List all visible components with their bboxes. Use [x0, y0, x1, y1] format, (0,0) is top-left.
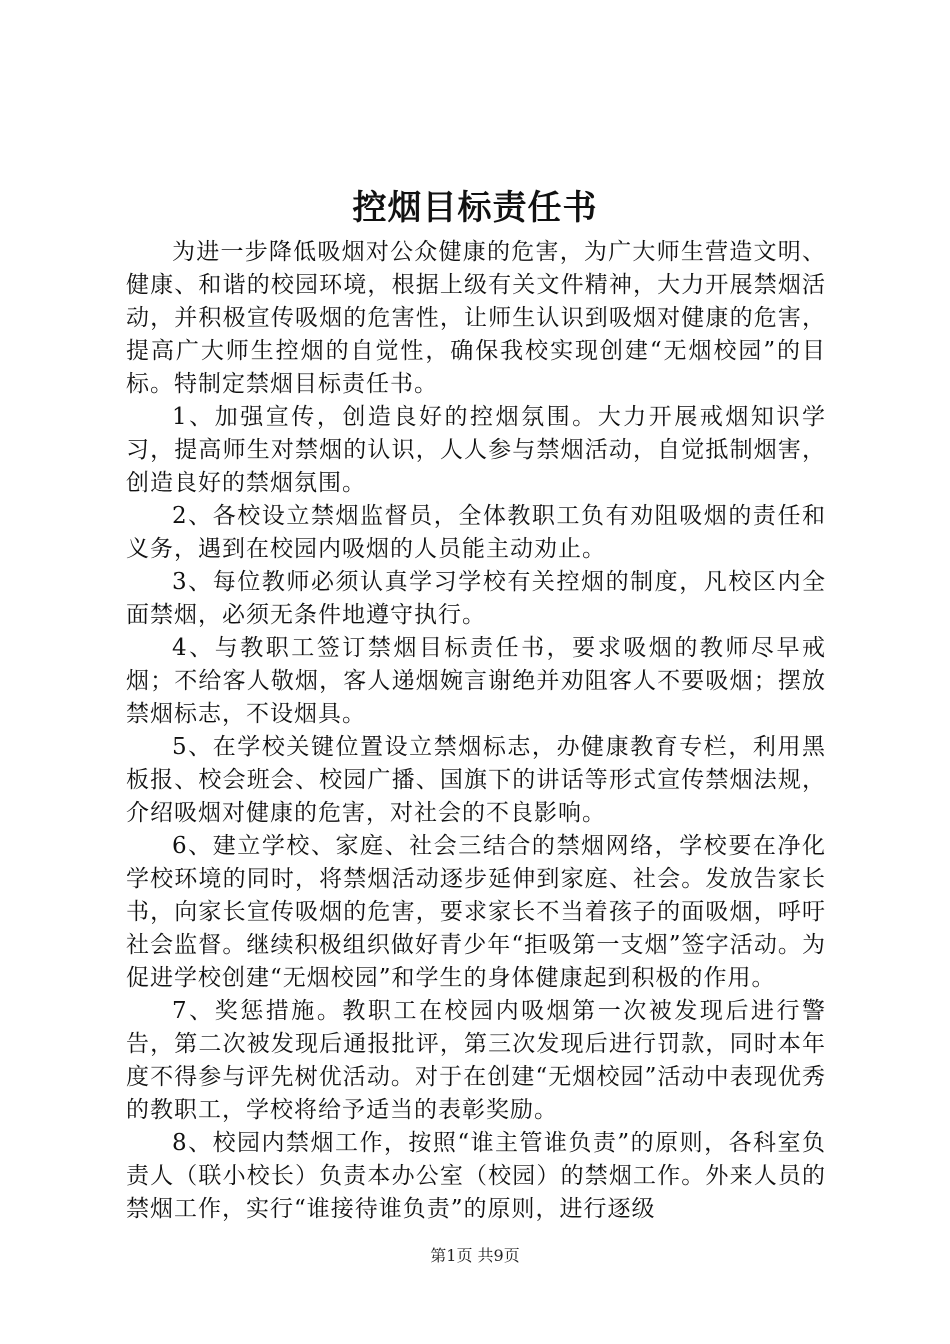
- paragraph-item-6: 6、建立学校、家庭、社会三结合的禁烟网络，学校要在净化学校环境的同时，将禁烟活动逐步延伸到家庭、社会。发放告家长书，向家长宣传吸烟的危害，要求家长不当着孩子的面吸烟，呼吁社会监督。继续积极组织做好青少年“拒吸第一支烟”签字活动。为促进学校创建“无烟校园”和学生的身体健康起到积极的作用。: [126, 833, 826, 991]
- paragraph-item-2: 2、各校设立禁烟监督员，全体教职工负有劝阻吸烟的责任和义务，遇到在校园内吸烟的人员能主动劝止。: [126, 503, 826, 562]
- page-number: 第1页 共9页: [430, 1246, 520, 1265]
- paragraph-item-4: 4、与教职工签订禁烟目标责任书，要求吸烟的教师尽早戒烟；不给客人敬烟，客人递烟婉言谢绝并劝阻客人不要吸烟；摆放禁烟标志，不设烟具。: [126, 635, 826, 727]
- paragraph-item-1: 1、加强宣传，创造良好的控烟氛围。大力开展戒烟知识学习，提高师生对禁烟的认识，人人参与禁烟活动，自觉抵制烟害，创造良好的禁烟氛围。: [126, 404, 826, 496]
- paragraph-item-5: 5、在学校关键位置设立禁烟标志，办健康教育专栏，利用黑板报、校会班会、校园广播、国旗下的讲话等形式宣传禁烟法规，介绍吸烟对健康的危害，对社会的不良影响。: [126, 734, 826, 826]
- intro-paragraph: 为进一步降低吸烟对公众健康的危害，为广大师生营造文明、健康、和谐的校园环境，根据上级有关文件精神，大力开展禁烟活动，并积极宣传吸烟的危害性，让师生认识到吸烟对健康的危害，提高广大师生控烟的自觉性，确保我校实现创建“无烟校园”的目标。特制定禁烟目标责任书。: [126, 239, 826, 397]
- document-title: 控烟目标责任书: [352, 188, 598, 228]
- document-body: [126, 236, 826, 1226]
- paragraph-item-3: 3、每位教师必须认真学习学校有关控烟的制度，凡校区内全面禁烟，必须无条件地遵守执行。: [126, 569, 826, 628]
- paragraph-item-8: 8、校园内禁烟工作，按照“谁主管谁负责”的原则，各科室负责人（联小校长）负责本办公室（校园）的禁烟工作。外来人员的禁烟工作，实行“谁接待谁负责”的原则，进行逐级: [126, 1130, 826, 1222]
- paragraph-item-7: 7、奖惩措施。教职工在校园内吸烟第一次被发现后进行警告，第二次被发现后通报批评，第三次发现后进行罚款，同时本年度不得参与评先树优活动。对于在创建“无烟校园”活动中表现优秀的教职工，学校将给予适当的表彰奖励。: [126, 998, 826, 1123]
